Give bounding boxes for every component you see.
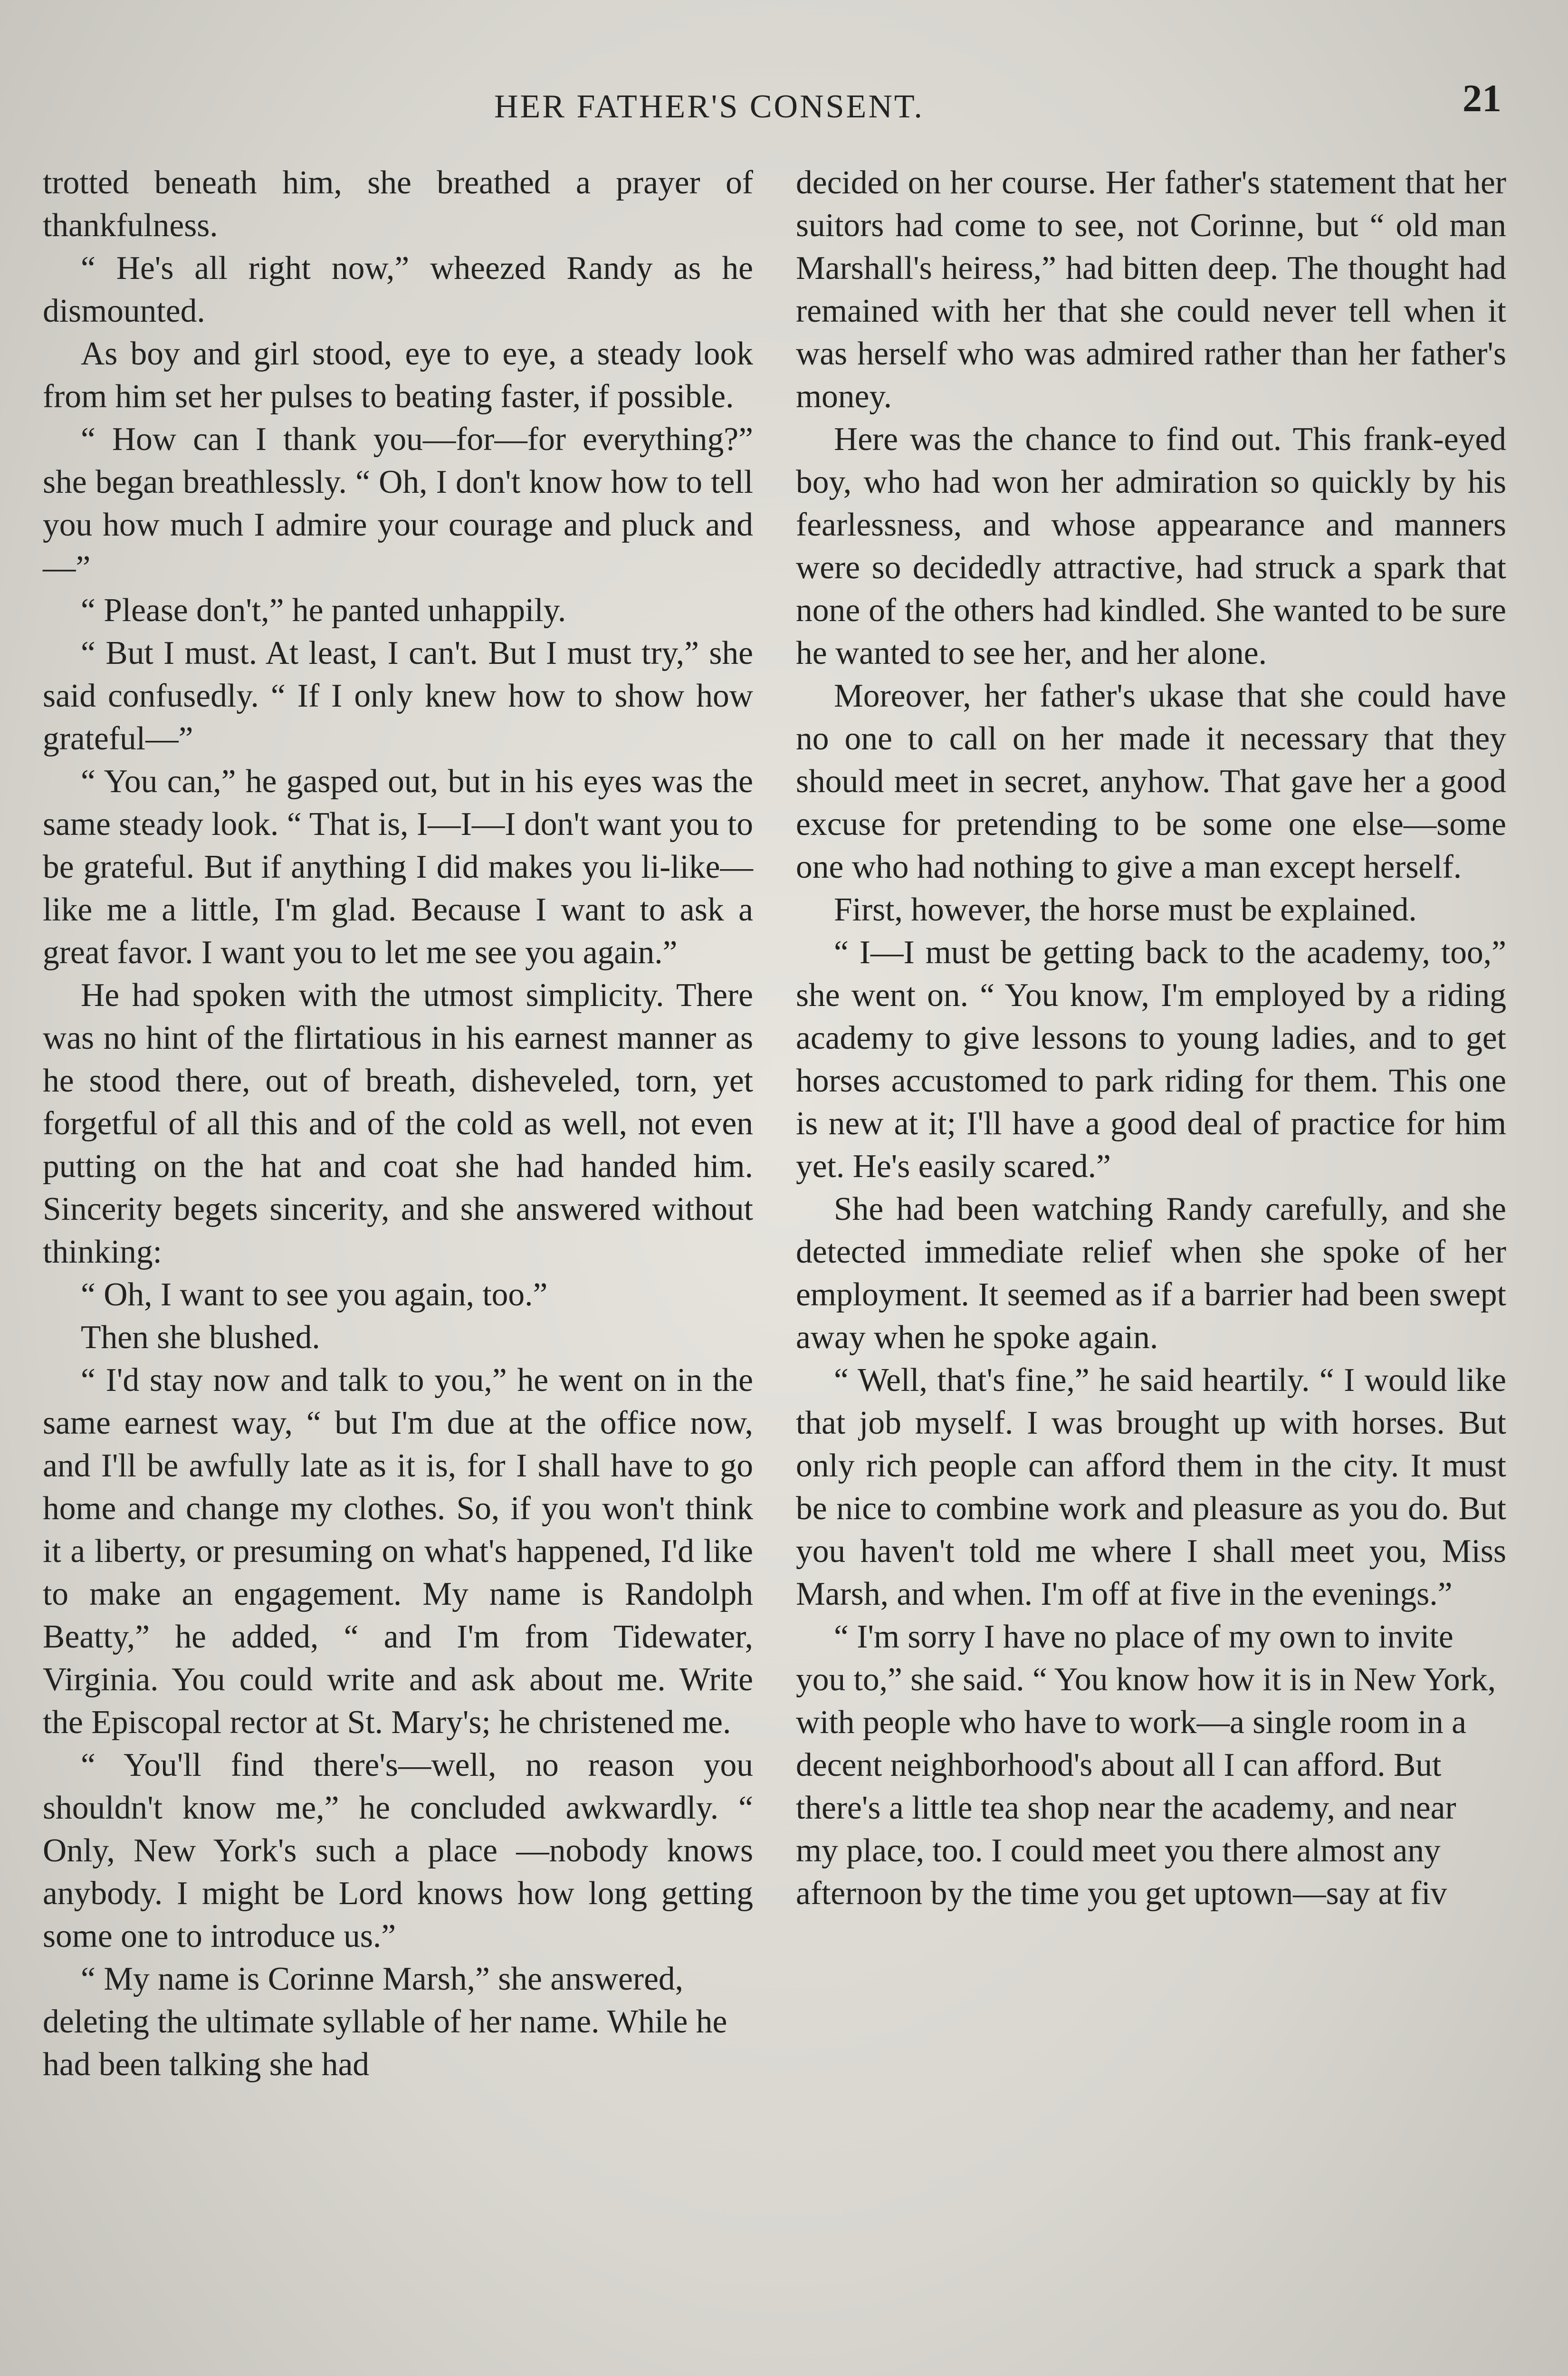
paragraph: Moreover, her father's ukase that she could have no one to call on her made it necessary that they should meet in secret, anyhow. That gave her a good excuse for pretending to be some one else—some one who had nothing to give a man except herself.	[796, 678, 1506, 885]
paragraph: “ You can,” he gasped out, but in his eyes was the same steady look. “ That is, I—I—I don't want you to be grateful. But if anything I did makes you li-like—like me a little, I'm glad. Because I want to ask a great favor. I want you to let me see you again.”	[43, 763, 753, 971]
paragraph: “ But I must. At least, I can't. But I must try,” she said confusedly. “ If I only knew how to show how grateful—”	[43, 635, 753, 757]
paragraph: “ Well, that's fine,” he said heartily. “ I would like that job myself. I was brought up with horses. But only rich people can afford them in the city. It must be nice to combine work and pleasure as you do. But you haven't told me where I shall meet you, Miss Marsh, and when. I'm off at five in the evenings.”	[796, 1362, 1506, 1612]
left-column	[43, 162, 753, 2376]
paragraph: “ My name is Corinne Marsh,” she answered, deleting the ultimate syllable of her name. While he had been talking she had	[43, 1961, 727, 2083]
paragraph: He had spoken with the utmost simplicity. There was no hint of the flirtatious in his earnest manner as he stood there, out of breath, disheveled, torn, yet forgetful of all this and of the cold as well, not even putting on the hat and coat she had handed him. Sincerity begets sincerity, and she answered without thinking:	[43, 977, 753, 1270]
running-title: HER FATHER'S CONSENT.	[494, 88, 924, 125]
right-column	[796, 162, 1506, 2376]
paragraph: “ How can I thank you—for—for everything?” she began breathlessly. “ Oh, I don't know how to tell you how much I admire your courage and pluck and—”	[43, 421, 753, 586]
paragraph: trotted beneath him, she breathed a prayer of thankfulness.	[43, 164, 753, 244]
paragraph: “ I'm sorry I have no place of my own to invite you to,” she said. “ You know how it is in New York, with people who have to work—a single room in a decent neighborhood's about all I can afford. But there's a little tea shop near the academy, and near my place, too. I could meet you there almost any afternoon by the time you get uptown—say at fiv	[796, 1619, 1496, 1912]
paragraph: “ I—I must be getting back to the academy, too,” she went on. “ You know, I'm employed by a riding academy to give lessons to young ladies, and to get horses accustomed to park riding for them. This one is new at it; I'll have a good deal of practice for him yet. He's easily scared.”	[796, 934, 1506, 1185]
paragraph: First, however, the horse must be explained.	[834, 891, 1417, 928]
paragraph: “ Oh, I want to see you again, too.”	[81, 1276, 548, 1313]
paragraph: “ You'll find there's—well, no reason you shouldn't know me,” he concluded awkwardly. “ Only, New York's such a place —nobody knows anybody. I might be Lord knows how long getting some one to introduce us.”	[43, 1747, 753, 1954]
paragraph: Here was the chance to find out. This frank-eyed boy, who had won her admiration so quickly by his fearlessness, and whose appearance and manners were so decidedly attractive, had struck a spark that none of the others had kindled. She wanted to be sure he wanted to see her, and her alone.	[796, 421, 1506, 671]
paragraph: “ I'd stay now and talk to you,” he went on in the same earnest way, “ but I'm due at the office now, and I'll be awfully late as it is, for I shall have to go home and change my clothes. So, if you won't think it a liberty, or presuming on what's happened, I'd like to make an engagement. My name is Randolph Beatty,” he added, “ and I'm from Tidewater, Virginia. You could write and ask about me. Write the Episcopal rector at St. Mary's; he christened me.	[43, 1362, 753, 1741]
paragraph: “ Please don't,” he panted unhappily.	[81, 592, 566, 629]
page-number: 21	[1463, 77, 1501, 120]
paragraph: As boy and girl stood, eye to eye, a steady look from him set her pulses to beating faster, if possible.	[43, 335, 753, 415]
paragraph: Then she blushed.	[81, 1319, 320, 1356]
paragraph: “ He's all right now,” wheezed Randy as he dismounted.	[43, 250, 753, 329]
text-columns	[43, 162, 1506, 2376]
paragraph: decided on her course. Her father's statement that her suitors had come to see, not Corinne, but “ old man Marshall's heiress,” had bitten deep. The thought had remained with her that she could never tell when it was herself who was admired rather than her father's money.	[796, 164, 1506, 415]
paragraph: She had been watching Randy carefully, and she detected immediate relief when she spoke of her employment. It seemed as if a barrier had been swept away when he spoke again.	[796, 1191, 1506, 1356]
